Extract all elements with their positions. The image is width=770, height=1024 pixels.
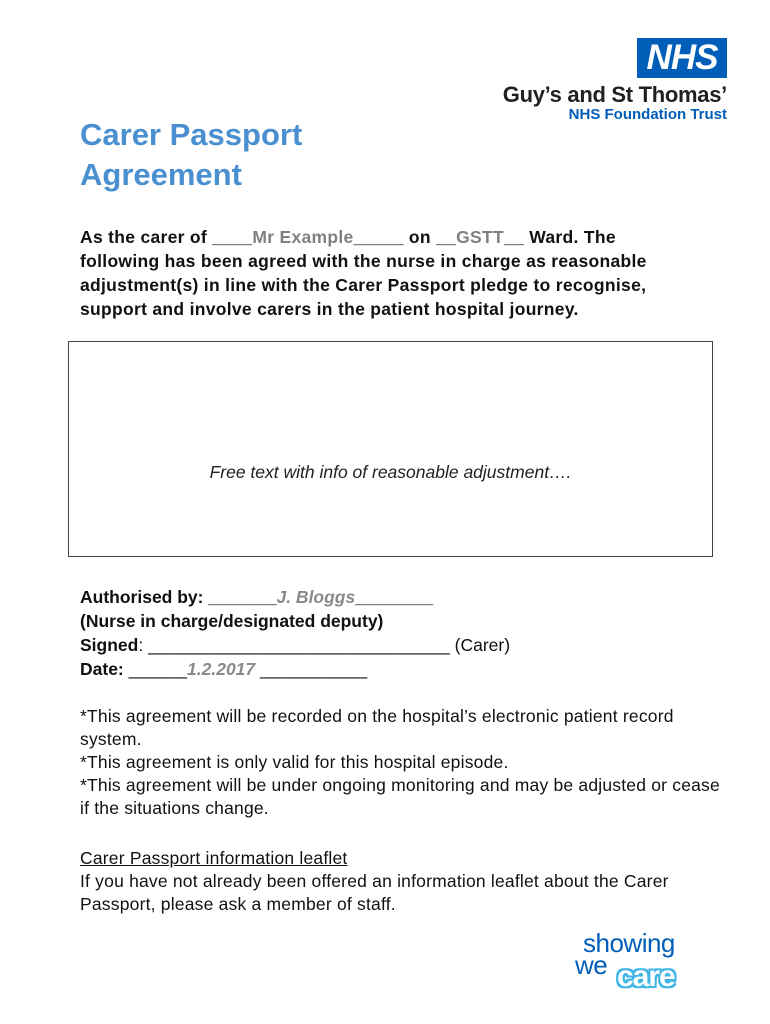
authorised-by-trail: ________ — [355, 587, 434, 607]
leaflet-body: If you have not already been offered an information leaflet about the Carer Passport, please ask a member of staff. — [80, 871, 669, 914]
title-line-2: Agreement — [80, 157, 242, 192]
trust-subtitle: NHS Foundation Trust — [568, 106, 727, 123]
leaflet-title: Carer Passport information leaflet — [80, 848, 348, 868]
intro-body: The following has been agreed with the nurse in charge as reasonable adjustment(s) in line with the Carer Passport pledge to recognise, support and involve carers in the patient hospital journey. — [80, 227, 647, 319]
signed-label: Signed — [80, 635, 139, 655]
note-item: *This agreement will be under ongoing monitoring and may be adjusted or cease if the situations change. — [80, 775, 720, 818]
signed-line: : _______________________________ (Carer) — [138, 635, 511, 655]
authorised-by-row — [80, 585, 510, 609]
intro-paragraph — [80, 225, 700, 321]
date-lead: ______ — [123, 659, 188, 679]
intro-suffix: __ Ward. — [504, 227, 579, 247]
date-label: Date: — [80, 659, 124, 679]
date-row — [80, 657, 510, 681]
note-item: *This agreement will be recorded on the hospital’s electronic patient record system. — [80, 706, 674, 749]
leaflet-section — [80, 847, 720, 916]
intro-prefix: As the carer of ____ — [80, 227, 253, 247]
authorised-by-label: Authorised by: _______ — [80, 587, 277, 607]
reasonable-adjustment-box — [68, 341, 713, 557]
logo-showing-text: showing — [583, 928, 675, 958]
agreement-notes — [80, 705, 720, 820]
note-item: *This agreement is only valid for this hospital episode. — [80, 752, 509, 772]
ward-name: GSTT — [456, 227, 504, 247]
showing-we-care-logo — [575, 928, 715, 998]
date-value: 1.2.2017 — [187, 659, 256, 679]
logo-we-text: we — [575, 950, 608, 980]
trust-name: Guy’s and St Thomas’ — [502, 82, 727, 107]
adjustment-text: Free text with info of reasonable adjustment…. — [209, 462, 572, 482]
nhs-logo: NHS — [637, 38, 727, 78]
page-title — [80, 115, 302, 195]
title-line-1: Carer Passport — [80, 117, 303, 152]
date-trail: ___________ — [255, 659, 368, 679]
authorisation-block — [80, 585, 510, 681]
nurse-note: (Nurse in charge/designated deputy) — [80, 611, 384, 631]
intro-middle: _____ on __ — [353, 227, 457, 247]
patient-name: Mr Example — [252, 227, 354, 247]
authorised-by-name: J. Bloggs — [276, 587, 356, 607]
logo-care-text: care — [617, 960, 675, 993]
signed-row — [80, 633, 510, 657]
